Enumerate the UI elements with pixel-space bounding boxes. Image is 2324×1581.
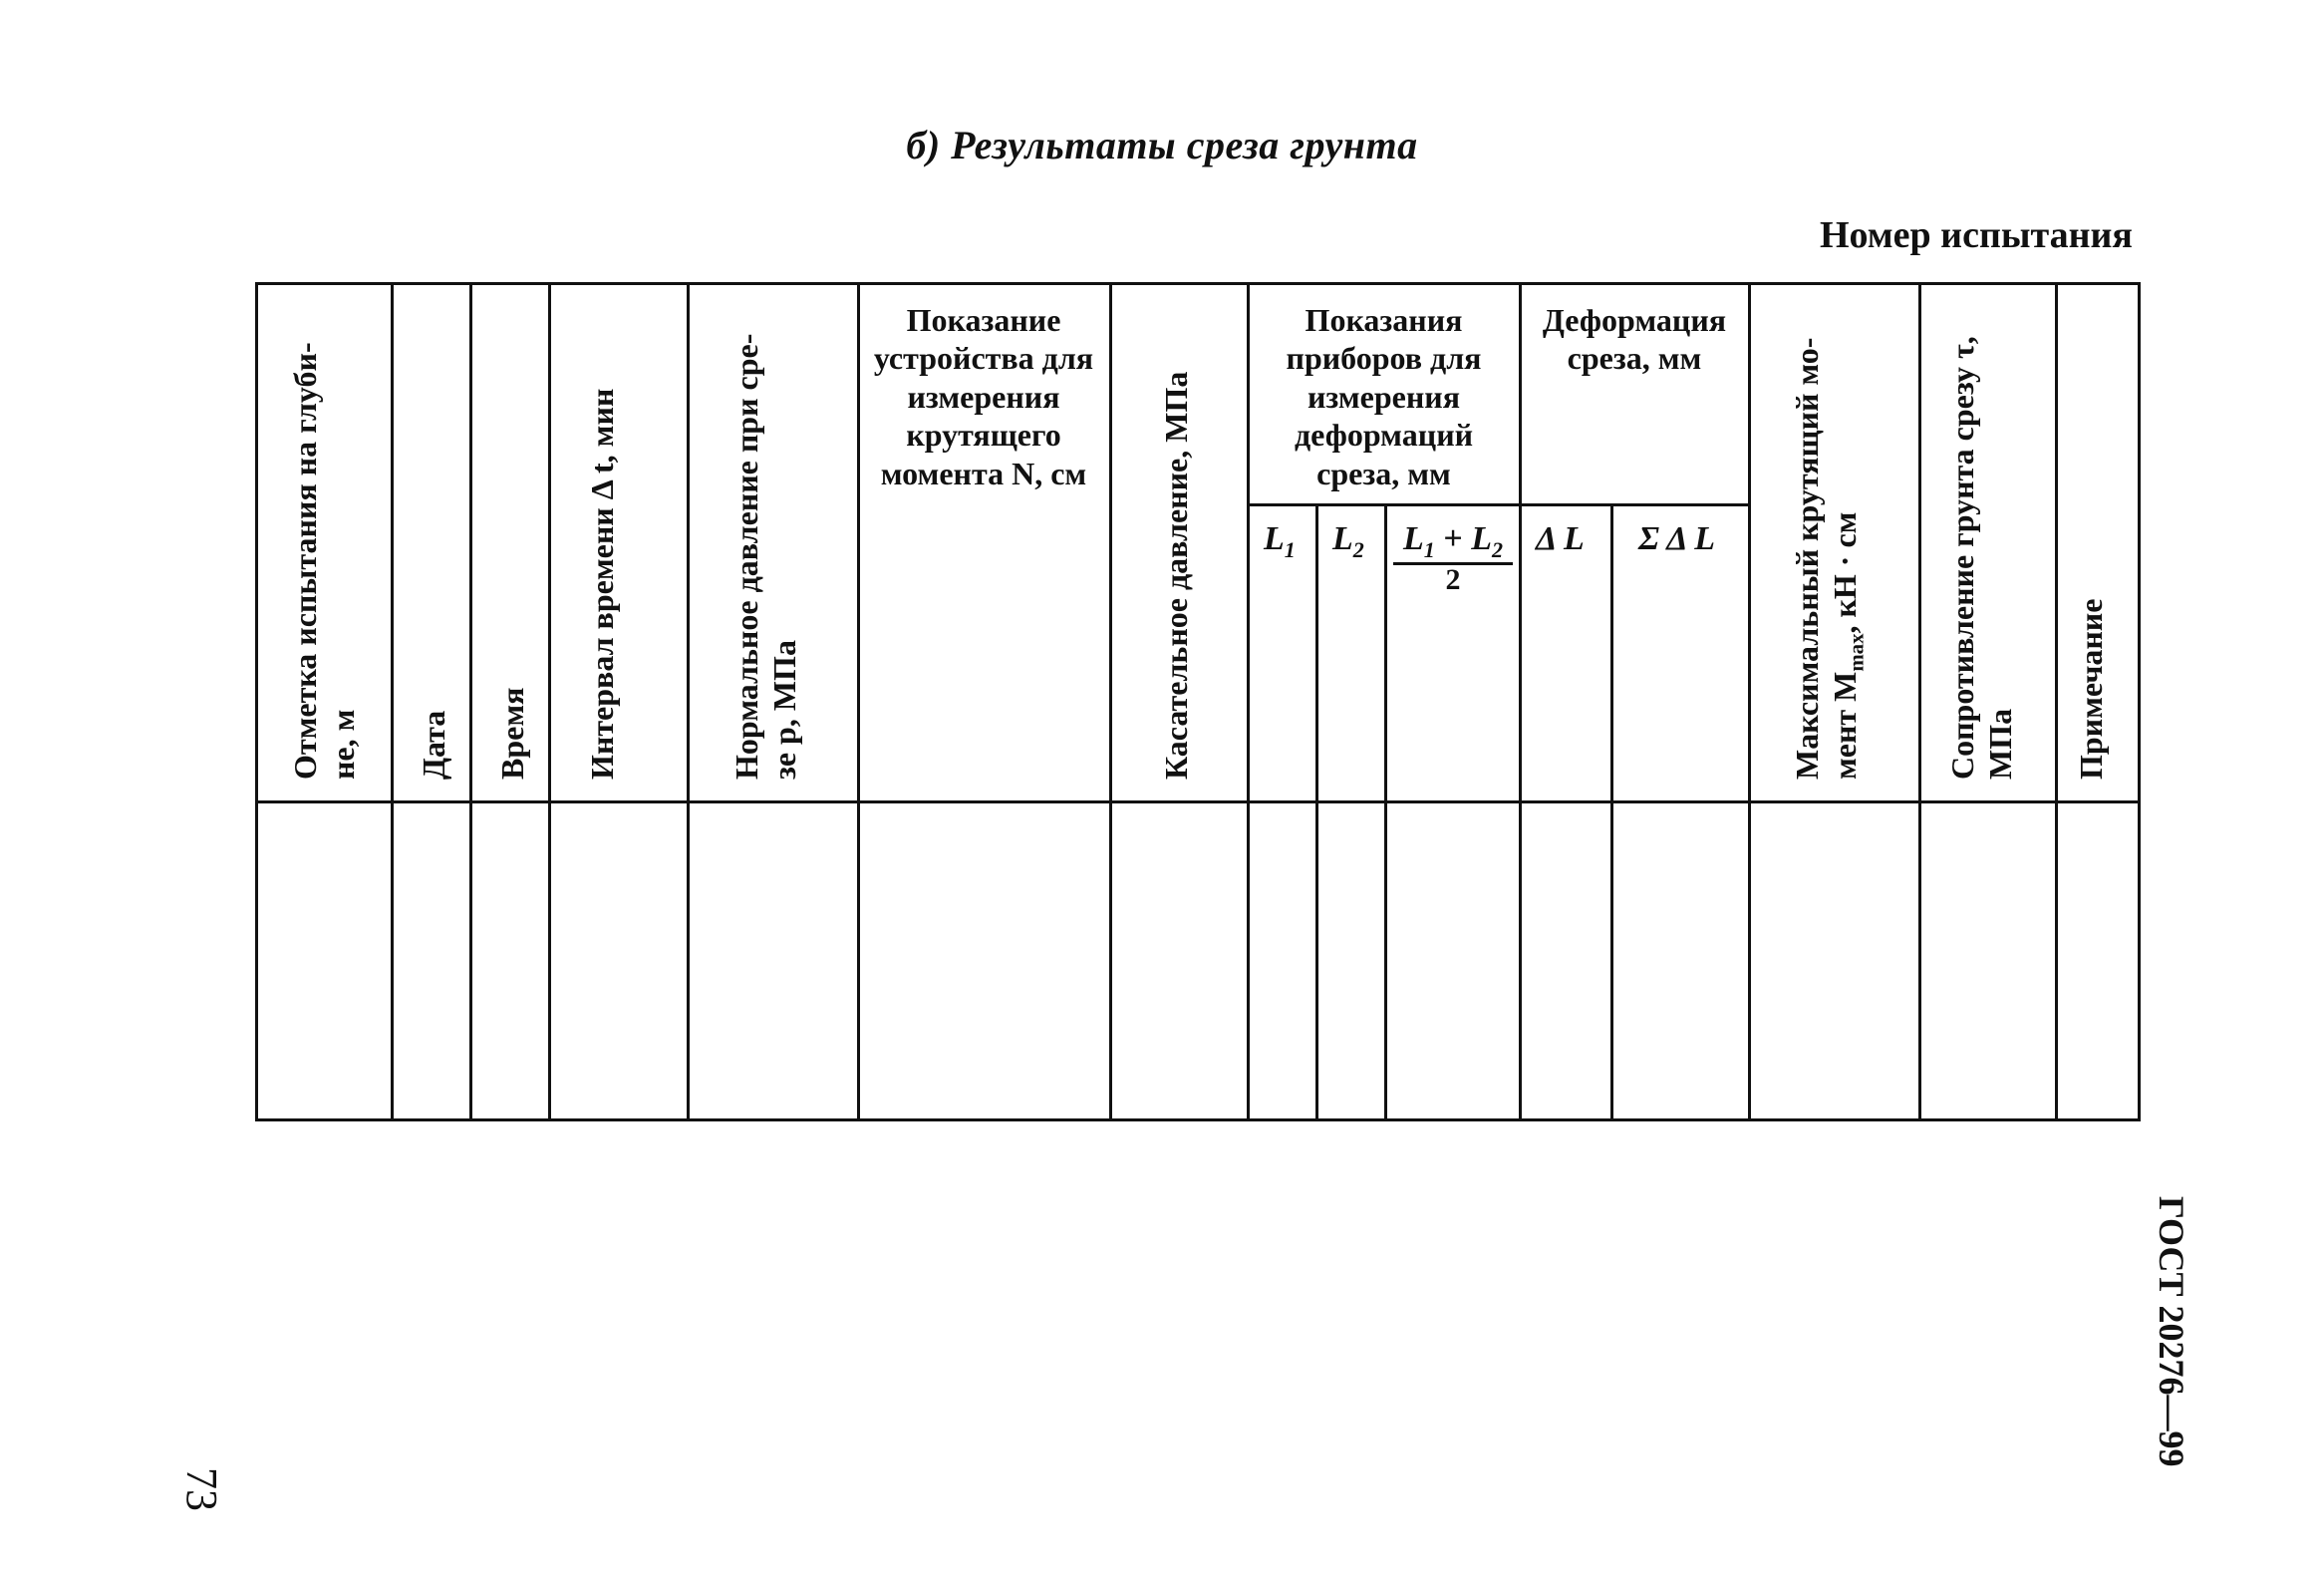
- test-number-label: Номер испытания: [1819, 214, 2133, 256]
- col-time-interval: Интервал времени Δ t, мин: [584, 388, 620, 780]
- col-time: Время: [494, 687, 530, 780]
- col-max-torque: Максимальный крутящий мо- мент $M_{max}$, кН · см: [1789, 337, 1869, 780]
- col-note: Примечание: [2073, 598, 2109, 780]
- col-deformation-readings: Показания приборов для измерения деформаций среза, мм: [1286, 302, 1482, 491]
- document-code: ГОСТ 20276—99: [2152, 1196, 2191, 1467]
- sub-l2: $L_2$: [1332, 520, 1364, 562]
- col-normal-pressure: Нормальное давление при сре- зе p, МПа: [728, 333, 803, 780]
- section-title: б) Результаты среза грунта: [906, 123, 1418, 167]
- col-tangential-pressure: Касательное давление, МПа: [1158, 371, 1194, 780]
- col-date: Дата: [416, 710, 451, 780]
- col-depth-mark: Отметка испытания на глуби- не, м: [287, 342, 362, 780]
- col-torque-reading: Показание устройства для измерения крутящего момента N, см: [873, 302, 1094, 491]
- sub-average: $L_1 + L_2$ 2: [1393, 520, 1513, 595]
- sub-sum-delta-l: Σ Δ L: [1638, 520, 1715, 557]
- sub-delta-l: Δ L: [1536, 520, 1585, 557]
- page-number: 73: [177, 1467, 226, 1511]
- sub-l1: $L_1$: [1264, 520, 1296, 562]
- col-shear-resistance: Сопротивление грунта срезу τ, МПа: [1944, 336, 2019, 780]
- col-shear-deformation: Деформация среза, мм: [1542, 302, 1727, 377]
